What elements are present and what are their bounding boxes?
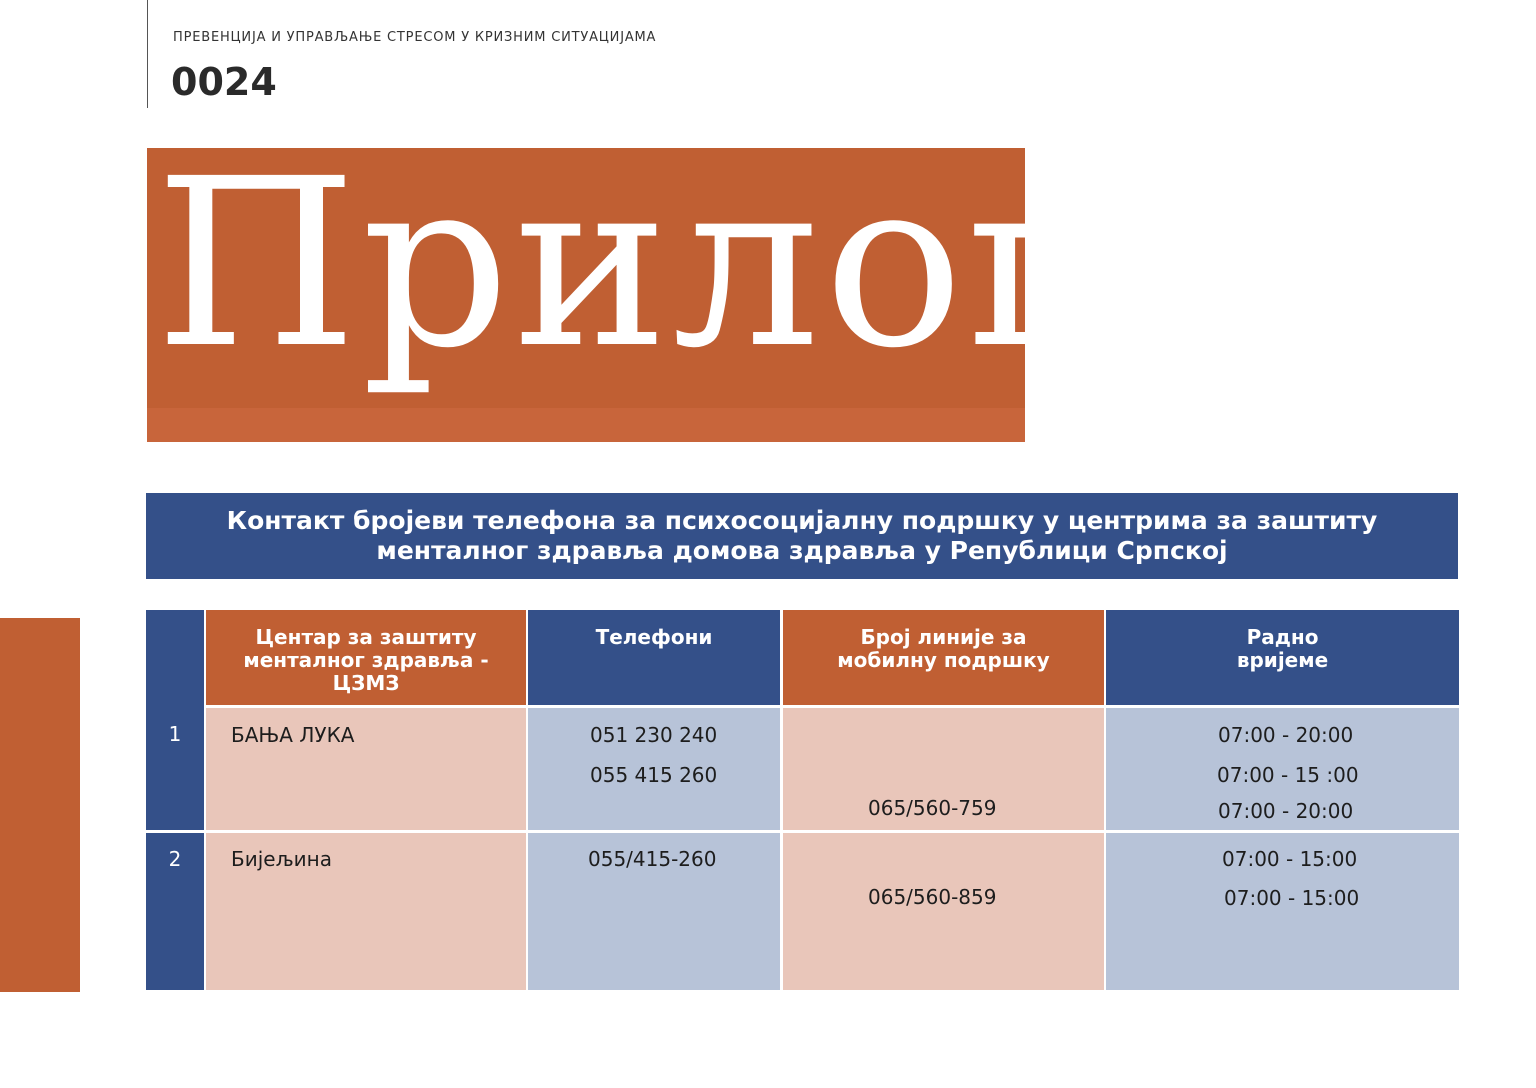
center-name: БАЊА ЛУКА <box>231 723 355 747</box>
table-cell-hours <box>1106 708 1459 830</box>
table-cell-phones <box>528 708 780 830</box>
working-hours: 07:00 - 15:00 <box>1224 886 1360 910</box>
page-number: 0024 <box>171 60 277 104</box>
table-caption-banner <box>146 493 1458 579</box>
table-cell-mobile <box>783 708 1104 830</box>
working-hours: 07:00 - 20:00 <box>1218 723 1354 747</box>
mobile-line-number: 065/560-859 <box>868 885 997 909</box>
row-number-cell <box>146 610 204 830</box>
center-name: Бијељина <box>231 847 332 871</box>
table-cell-center <box>206 833 526 990</box>
row-number-cell <box>146 833 204 990</box>
side-accent-bar <box>0 618 80 992</box>
title-strip <box>147 408 1025 442</box>
column-header-phones: Телефони <box>528 610 780 705</box>
phone-number: 055 415 260 <box>590 763 718 787</box>
working-hours: 07:00 - 15:00 <box>1222 847 1358 871</box>
running-header: ПРЕВЕНЦИЈА И УПРАВЉАЊЕ СТРЕСОМ У КРИЗНИМ СИТУАЦИЈАМА <box>173 30 657 45</box>
table-cell-phones <box>528 833 780 990</box>
row-number: 2 <box>168 847 182 871</box>
working-hours: 07:00 - 20:00 <box>1218 799 1354 823</box>
column-header-mobile: Број линије за мобилну подршку <box>783 610 1104 705</box>
column-header-hours: Радно вријеме <box>1106 610 1459 705</box>
caption-line-1: Контакт бројеви телефона за психосоцијалну подршку у центрима за заштиту <box>226 506 1378 535</box>
mobile-line-number: 065/560-759 <box>868 796 997 820</box>
row-number: 1 <box>168 722 182 746</box>
working-hours: 07:00 - 15 :00 <box>1217 763 1359 787</box>
column-header-center: Центар за заштиту менталног здравља - ЦЗМЗ <box>206 610 526 705</box>
phone-number: 051 230 240 <box>590 723 718 747</box>
caption-line-2: менталног здравља домова здравља у Републици Српској <box>376 536 1228 565</box>
header-divider <box>147 0 148 108</box>
table-cell-hours <box>1106 833 1459 990</box>
page-title: Прилог <box>155 129 1094 399</box>
phone-number: 055/415-260 <box>588 847 717 871</box>
table-cell-center <box>206 708 526 830</box>
table-cell-mobile <box>783 833 1104 990</box>
